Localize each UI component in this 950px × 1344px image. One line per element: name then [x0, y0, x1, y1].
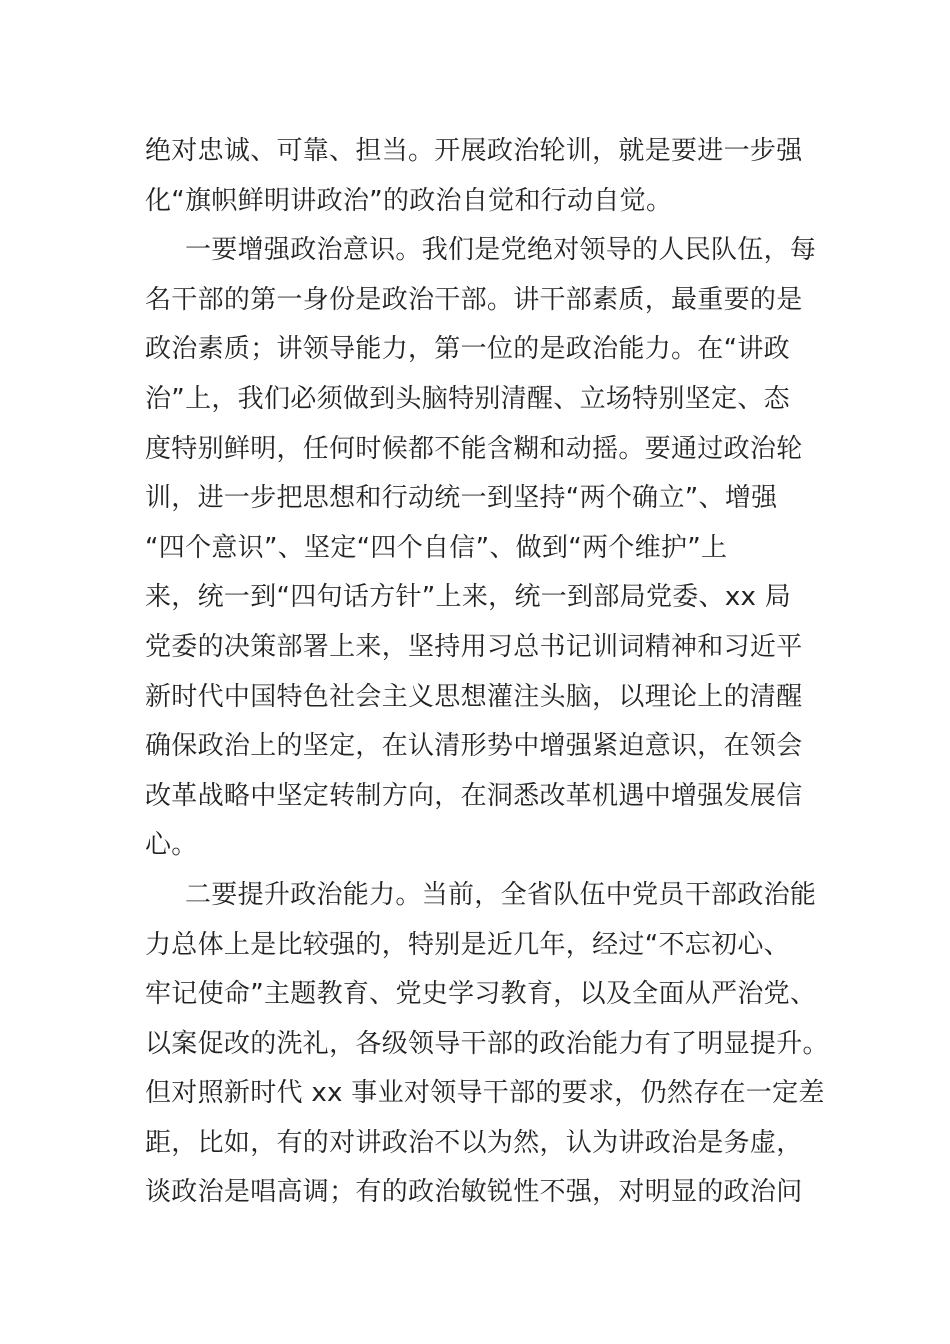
text-line: 心。 [145, 830, 198, 861]
text-line: 治”上，我们必须做到头脑特别清醒、立场特别坚定、态 [145, 383, 790, 414]
text-line: 以案促改的洗礼，各级领导干部的政治能力有了明显提升。 [145, 1028, 829, 1059]
paragraph-first-line: 一要增强政治意识。我们是党绝对领导的人民队伍，每 [185, 235, 817, 266]
document-body [145, 127, 829, 1218]
text-line: 党委的决策部署上来，坚持用习总书记训词精神和习近平 [145, 631, 803, 662]
text-line: 但对照新时代 xx 事业对领导干部的要求，仍然存在一定差 [145, 1078, 825, 1109]
text-line: 度特别鲜明，任何时候都不能含糊和动摇。要通过政治轮 [145, 433, 803, 464]
text-line: 化“旗帜鲜明讲政治”的政治自觉和行动自觉。 [145, 185, 673, 216]
text-line: 谈政治是唱高调；有的政治敏锐性不强，对明显的政治问 [145, 1177, 803, 1208]
text-line: 训，进一步把思想和行动统一到坚持“两个确立”、增强 [145, 483, 778, 514]
text-line: 绝对忠诚、可靠、担当。开展政治轮训，就是要进一步强 [145, 136, 803, 166]
text-line: 距，比如，有的对讲政治不以为然，认为讲政治是务虚， [145, 1127, 803, 1158]
text-line: 改革战略中坚定转制方向，在洞悉改革机遇中增强发展信 [145, 780, 803, 811]
text-line: 来，统一到“四句话方针”上来，统一到部局党委、xx 局 [145, 582, 792, 613]
text-line: 牢记使命”主题教育、党史学习教育，以及全面从严治党、 [145, 979, 817, 1010]
text-line: 确保政治上的坚定，在认清形势中增强紧迫意识，在领会 [145, 731, 803, 762]
paragraph-first-line: 二要提升政治能力。当前，全省队伍中党员干部政治能 [185, 879, 817, 910]
text-line: 新时代中国特色社会主义思想灌注头脑，以理论上的清醒 [145, 681, 803, 712]
text-line: 力总体上是比较强的，特别是近几年，经过“不忘初心、 [145, 929, 790, 960]
text-line: 政治素质；讲领导能力，第一位的是政治能力。在“讲政 [145, 334, 790, 365]
text-line: 名干部的第一身份是政治干部。讲干部素质，最重要的是 [145, 284, 803, 315]
text-line: “四个意识”、坚定“四个自信”、做到“两个维护”上 [145, 532, 728, 563]
